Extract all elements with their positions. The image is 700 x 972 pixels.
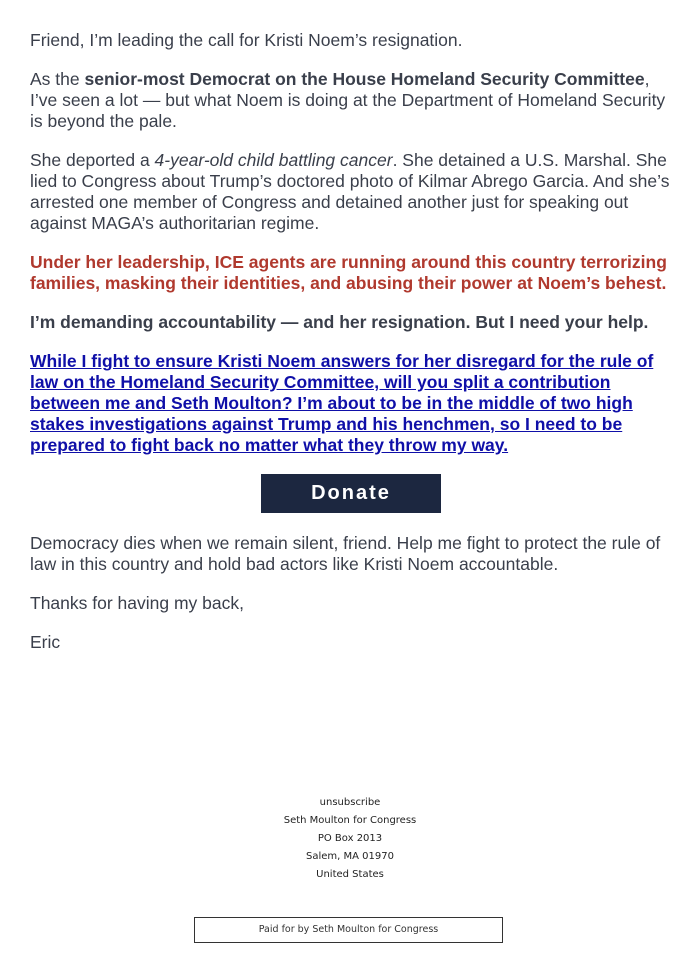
paid-for-disclaimer: Paid for by Seth Moulton for Congress bbox=[194, 917, 503, 943]
footer-city: Salem, MA 01970 bbox=[306, 851, 394, 862]
committee-text-b: , I’ve seen a lot — but what Noem is doing at the Department of Homeland Security is beyond the pale. bbox=[30, 69, 666, 131]
committee-bold-text: senior-most Democrat on the House Homeland Security Committee bbox=[84, 69, 645, 89]
signature: Eric bbox=[30, 632, 61, 652]
email-body bbox=[30, 30, 672, 671]
demand-paragraph: I’m demanding accountability — and her resignation. But I need your help. bbox=[30, 312, 649, 332]
actions-text-b: . She detained a U.S. Marshal. She lied to Congress about Trump’s doctored photo of Kilmar Abrego Garcia. And she’s arrested one member of Congress and detained another just for speaking out against MAGA’s authoritarian regime. bbox=[30, 150, 670, 233]
footer bbox=[0, 794, 700, 884]
actions-italic-text: 4-year-old child battling cancer bbox=[154, 150, 393, 170]
actions-paragraph bbox=[30, 150, 672, 234]
donate-button[interactable]: Donate bbox=[261, 474, 441, 513]
unsubscribe-link[interactable]: unsubscribe bbox=[319, 797, 381, 808]
footer-country: United States bbox=[316, 869, 384, 880]
contribution-paragraph bbox=[30, 351, 672, 456]
actions-text-a: She deported a bbox=[30, 150, 155, 170]
footer-org: Seth Moulton for Congress bbox=[283, 815, 417, 826]
committee-text-a: As the bbox=[30, 69, 85, 89]
footer-po-box: PO Box 2013 bbox=[317, 833, 383, 844]
donate-container bbox=[30, 474, 672, 513]
democracy-paragraph: Democracy dies when we remain silent, friend. Help me fight to protect the rule of law in this country and hold bad actors like Kristi Noem accountable. bbox=[30, 533, 661, 574]
committee-paragraph bbox=[30, 69, 672, 132]
greeting-paragraph: Friend, I’m leading the call for Kristi Noem’s resignation. bbox=[30, 30, 463, 50]
contribution-link[interactable]: While I fight to ensure Kristi Noem answers for her disregard for the rule of law on the Homeland Security Committee, will you split a contribution between me and Seth Moulton? I’m about to be in the middle of two high stakes investigations against Trump and his henchmen, so I need to be prepared to fight back no matter what they throw my way. bbox=[30, 351, 654, 455]
thanks-paragraph: Thanks for having my back, bbox=[30, 593, 244, 613]
ice-alert-paragraph: Under her leadership, ICE agents are running around this country terrorizing families, masking their identities, and abusing their power at Noem’s behest. bbox=[30, 252, 667, 293]
